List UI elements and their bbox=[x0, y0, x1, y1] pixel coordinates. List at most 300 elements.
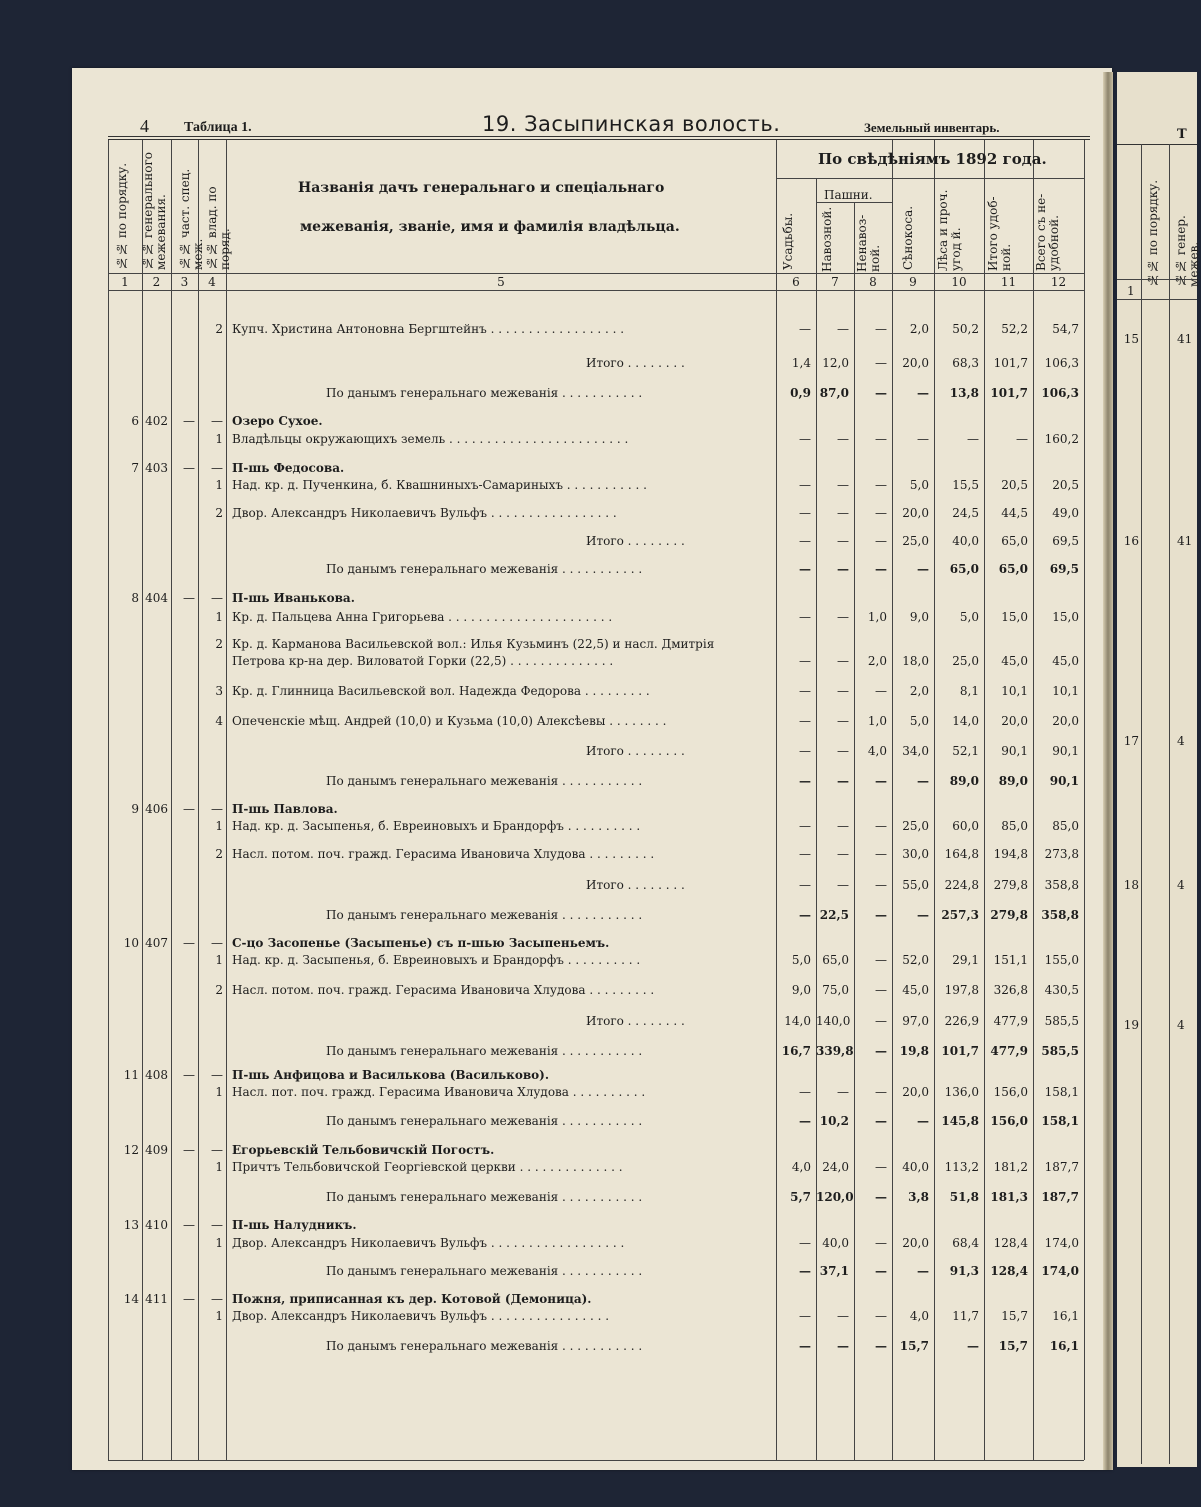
row-value: 24,5 bbox=[952, 506, 979, 520]
row-value: 2,0 bbox=[867, 654, 887, 668]
row-value: 20,0 bbox=[902, 1085, 929, 1099]
row-value: 90,1 bbox=[1052, 744, 1079, 758]
row-value: — bbox=[837, 478, 849, 492]
column-number: 4 bbox=[208, 275, 216, 289]
table-row bbox=[72, 819, 1112, 835]
row-n4: 2 bbox=[215, 506, 223, 520]
row-value: 2,0 bbox=[909, 684, 929, 698]
table-row bbox=[72, 591, 1112, 607]
column-number: 6 bbox=[792, 275, 800, 289]
row-n3: — bbox=[183, 414, 195, 428]
table-row bbox=[72, 637, 1112, 653]
section-title: Земельный инвентарь. bbox=[864, 120, 1000, 135]
table-row bbox=[72, 432, 1112, 448]
col-header-special-survey: №№ част. спец. меж. bbox=[178, 168, 205, 270]
row-value: — bbox=[799, 322, 811, 336]
row-value: — bbox=[875, 1236, 887, 1250]
next-row-general: 4 bbox=[1177, 878, 1185, 892]
row-value: — bbox=[917, 432, 929, 446]
row-value: — bbox=[917, 1264, 929, 1278]
table-row bbox=[72, 534, 1112, 550]
row-n3: — bbox=[183, 591, 195, 605]
row-n4: 2 bbox=[215, 983, 223, 997]
row-n4: — bbox=[211, 936, 223, 950]
row-n4: 2 bbox=[215, 637, 223, 651]
row-value: 20,0 bbox=[902, 506, 929, 520]
row-value: — bbox=[875, 322, 887, 336]
row-value: — bbox=[875, 953, 887, 967]
row-n3: — bbox=[183, 936, 195, 950]
row-owner-name: Над. кр. д. Пученкина, б. Квашниныхъ-Самариныхъ . . . . . . . . . . . bbox=[232, 478, 647, 492]
row-value: 101,7 bbox=[993, 356, 1028, 370]
table-row bbox=[72, 714, 1112, 730]
column-rule bbox=[984, 140, 985, 1460]
table-row bbox=[72, 1218, 1112, 1234]
row-owner-name: По данымъ генеральнаго межеванія . . . . . . . . . . . bbox=[326, 1190, 643, 1204]
row-owner-name: Двор. Александръ Николаевичъ Вульфъ . . . . . . . . . . . . . . . . . . bbox=[232, 1236, 625, 1250]
row-value: — bbox=[917, 386, 929, 400]
column-number: 2 bbox=[152, 275, 161, 289]
row-value: 34,0 bbox=[902, 744, 929, 758]
row-n4: 2 bbox=[215, 322, 223, 336]
row-value: 155,0 bbox=[1044, 953, 1079, 967]
row-value: 326,8 bbox=[993, 983, 1028, 997]
row-value: — bbox=[799, 684, 811, 698]
row-owner-name: Насл. пот. поч. гражд. Герасима Ивановича Хлудова . . . . . . . . . . bbox=[232, 1085, 646, 1099]
row-value: — bbox=[799, 534, 811, 548]
row-value: 13,8 bbox=[949, 386, 979, 400]
row-n2: 407 bbox=[145, 936, 168, 950]
col-header-name-line2: межеванія, званіе, имя и фамилія владѣльца. bbox=[300, 219, 680, 235]
table-row bbox=[72, 1044, 1112, 1060]
row-value: 15,5 bbox=[952, 478, 979, 492]
row-value: 1,4 bbox=[791, 356, 811, 370]
row-owner-name: Купч. Христина Антоновна Бергштейнъ . . . . . . . . . . . . . . . . . . bbox=[232, 322, 625, 336]
row-value: 16,1 bbox=[1052, 1309, 1079, 1323]
row-value: — bbox=[799, 774, 811, 788]
next-row-number: 19 bbox=[1123, 1018, 1139, 1032]
row-value: 10,1 bbox=[1001, 684, 1028, 698]
table-row bbox=[72, 1114, 1112, 1130]
row-value: 50,2 bbox=[952, 322, 979, 336]
row-value: 85,0 bbox=[1001, 819, 1028, 833]
table-row bbox=[72, 414, 1112, 430]
row-value: — bbox=[875, 1085, 887, 1099]
row-value: — bbox=[875, 1114, 887, 1128]
column-number: 9 bbox=[909, 275, 917, 289]
row-value: 279,8 bbox=[990, 908, 1028, 922]
table-row bbox=[72, 908, 1112, 924]
table-row bbox=[72, 610, 1112, 626]
row-n4: 2 bbox=[215, 847, 223, 861]
row-owner-name: Насл. потом. поч. гражд. Герасима Ивановича Хлудова . . . . . . . . . bbox=[232, 983, 655, 997]
row-n3: — bbox=[183, 1143, 195, 1157]
scanned-page bbox=[72, 68, 1112, 1470]
row-value: — bbox=[875, 1160, 887, 1174]
row-value: 40,0 bbox=[952, 534, 979, 548]
row-value: 113,2 bbox=[944, 1160, 979, 1174]
column-rule bbox=[226, 140, 227, 1460]
row-owner-name: По данымъ генеральнаго межеванія . . . . . . . . . . . bbox=[326, 1114, 643, 1128]
next-page-edge bbox=[1117, 72, 1201, 1467]
row-value: 197,8 bbox=[944, 983, 979, 997]
row-value: — bbox=[837, 878, 849, 892]
row-n3: — bbox=[183, 1292, 195, 1306]
row-value: 65,0 bbox=[949, 562, 979, 576]
next-row-general: 4 bbox=[1177, 1018, 1185, 1032]
row-estate-title: П-шь Павлова. bbox=[232, 802, 338, 816]
row-value: — bbox=[799, 878, 811, 892]
row-n2: 408 bbox=[145, 1068, 168, 1082]
row-value: 4,0 bbox=[791, 1160, 811, 1174]
row-value: — bbox=[875, 819, 887, 833]
row-value: — bbox=[875, 983, 887, 997]
table-row bbox=[72, 1339, 1112, 1355]
row-value: 65,0 bbox=[998, 562, 1028, 576]
row-value: 20,0 bbox=[902, 1236, 929, 1250]
row-value: 273,8 bbox=[1044, 847, 1079, 861]
row-value: 52,2 bbox=[1001, 322, 1028, 336]
column-rule bbox=[892, 140, 893, 1460]
row-value: — bbox=[837, 1309, 849, 1323]
row-owner-name: По данымъ генеральнаго межеванія . . . . . . . . . . . bbox=[326, 1264, 643, 1278]
row-value: — bbox=[875, 356, 887, 370]
row-value: — bbox=[875, 506, 887, 520]
next-col-header-general: №№ генер. межев. bbox=[1174, 215, 1201, 287]
row-value: — bbox=[837, 562, 849, 576]
column-number: 1 bbox=[121, 275, 129, 289]
row-value: 75,0 bbox=[822, 983, 849, 997]
row-value: — bbox=[875, 774, 887, 788]
row-value: 45,0 bbox=[1052, 654, 1079, 668]
row-value: 585,5 bbox=[1041, 1044, 1079, 1058]
row-n1: 8 bbox=[131, 591, 139, 605]
row-value: 5,0 bbox=[909, 714, 929, 728]
next-row-number: 15 bbox=[1123, 332, 1139, 346]
row-n4: — bbox=[211, 461, 223, 475]
row-estate-title: Егорьевскій Тельбовичскій Погостъ. bbox=[232, 1143, 495, 1157]
row-value: — bbox=[799, 1264, 811, 1278]
row-n1: 12 bbox=[123, 1143, 139, 1157]
row-value: 89,0 bbox=[998, 774, 1028, 788]
row-owner-name: По данымъ генеральнаго межеванія . . . . . . . . . . . bbox=[326, 1339, 643, 1353]
row-value: — bbox=[875, 1264, 887, 1278]
row-value: 20,0 bbox=[1052, 714, 1079, 728]
row-n4: 3 bbox=[215, 684, 223, 698]
row-value: — bbox=[799, 744, 811, 758]
row-n4: 1 bbox=[215, 432, 223, 446]
table-row bbox=[72, 1160, 1112, 1176]
row-value: 10,1 bbox=[1052, 684, 1079, 698]
col-header-order-number: №№ по порядку. bbox=[115, 162, 129, 270]
col-header-general-survey: №№ генерального межевания. bbox=[141, 151, 168, 270]
row-value: — bbox=[1016, 432, 1028, 446]
col-header-forest: Лѣса и проч. угод й. bbox=[936, 189, 963, 271]
row-value: 40,0 bbox=[822, 1236, 849, 1250]
row-value: 136,0 bbox=[944, 1085, 979, 1099]
row-value: 15,7 bbox=[1001, 1309, 1028, 1323]
table-row bbox=[72, 983, 1112, 999]
row-value: 14,0 bbox=[784, 1014, 811, 1028]
row-n1: 9 bbox=[131, 802, 139, 816]
table-row bbox=[72, 1264, 1112, 1280]
row-value: — bbox=[875, 1014, 887, 1028]
row-value: — bbox=[837, 847, 849, 861]
row-n4: 1 bbox=[215, 1160, 223, 1174]
row-n2: 411 bbox=[145, 1292, 168, 1306]
row-estate-title: Пожня, приписанная къ дер. Котовой (Демоница). bbox=[232, 1292, 592, 1306]
number-row-rule bbox=[108, 290, 1084, 291]
row-value: 477,9 bbox=[990, 1044, 1028, 1058]
row-value: 156,0 bbox=[993, 1085, 1028, 1099]
col-header-arable: Пашни. bbox=[824, 188, 873, 202]
row-owner-name: По данымъ генеральнаго межеванія . . . . . . . . . . . bbox=[326, 908, 643, 922]
row-value: 91,3 bbox=[949, 1264, 979, 1278]
row-value: 4,0 bbox=[867, 744, 887, 758]
next-row-number: 17 bbox=[1123, 734, 1139, 748]
row-value: 1,0 bbox=[867, 714, 887, 728]
row-value: — bbox=[799, 562, 811, 576]
row-owner-name: Причтъ Тельбовичской Георгіевской церкви . . . . . . . . . . . . . . bbox=[232, 1160, 623, 1174]
row-value: — bbox=[875, 878, 887, 892]
row-value: 15,7 bbox=[899, 1339, 929, 1353]
row-value: 22,5 bbox=[819, 908, 849, 922]
column-number: 5 bbox=[497, 275, 505, 289]
row-n3: — bbox=[183, 1068, 195, 1082]
table-row bbox=[72, 936, 1112, 952]
table-row bbox=[72, 847, 1112, 863]
row-n4: — bbox=[211, 802, 223, 816]
row-value: — bbox=[917, 1114, 929, 1128]
next-row-number: 16 bbox=[1123, 534, 1139, 548]
row-value: — bbox=[799, 1339, 811, 1353]
table-row bbox=[72, 1190, 1112, 1206]
row-value: — bbox=[875, 562, 887, 576]
table-row bbox=[72, 953, 1112, 969]
row-owner-name: Над. кр. д. Засыпенья, б. Евреиновыхъ и Брандорфъ . . . . . . . . . . bbox=[232, 953, 641, 967]
row-n1: 11 bbox=[123, 1068, 139, 1082]
row-value: 160,2 bbox=[1044, 432, 1079, 446]
next-col-header-order: №№ по порядку. bbox=[1146, 179, 1160, 287]
column-number: 10 bbox=[951, 275, 967, 289]
row-n2: 403 bbox=[145, 461, 168, 475]
table-row bbox=[72, 461, 1112, 477]
row-value: 181,3 bbox=[990, 1190, 1028, 1204]
arable-rule bbox=[816, 202, 892, 203]
row-value: 52,0 bbox=[902, 953, 929, 967]
row-value: — bbox=[799, 714, 811, 728]
row-value: 257,3 bbox=[941, 908, 979, 922]
row-value: — bbox=[875, 1044, 887, 1058]
row-n1: 10 bbox=[123, 936, 139, 950]
row-value: 11,7 bbox=[952, 1309, 979, 1323]
col-header-homestead: Усадьбы. bbox=[781, 212, 795, 270]
row-value: — bbox=[875, 1309, 887, 1323]
next-row-general: 4 bbox=[1177, 734, 1185, 748]
table-row bbox=[72, 356, 1112, 372]
row-value: 1,0 bbox=[867, 610, 887, 624]
row-value: — bbox=[799, 1114, 811, 1128]
row-value: — bbox=[837, 1085, 849, 1099]
row-value: 101,7 bbox=[990, 386, 1028, 400]
row-n4: — bbox=[211, 591, 223, 605]
row-value: — bbox=[875, 1339, 887, 1353]
col-header-grand-total: Всего съ не- удобной. bbox=[1034, 193, 1061, 271]
row-value: — bbox=[799, 506, 811, 520]
row-value: 90,1 bbox=[1001, 744, 1028, 758]
row-value: 187,7 bbox=[1044, 1160, 1079, 1174]
row-owner-name: Кр. д. Карманова Васильевской вол.: Илья Кузьминъ (22,5) и насл. Дмитрія bbox=[232, 637, 715, 651]
row-value: — bbox=[917, 908, 929, 922]
row-value: — bbox=[799, 1085, 811, 1099]
row-value: 181,2 bbox=[993, 1160, 1028, 1174]
row-n4: 1 bbox=[215, 1236, 223, 1250]
row-value: 55,0 bbox=[902, 878, 929, 892]
table-row bbox=[72, 506, 1112, 522]
row-value: — bbox=[967, 432, 979, 446]
row-value: 279,8 bbox=[993, 878, 1028, 892]
row-value: 85,0 bbox=[1052, 819, 1079, 833]
row-value: 25,0 bbox=[902, 819, 929, 833]
row-owner-name: Кр. д. Пальцева Анна Григорьева . . . . . . . . . . . . . . . . . . . . . . bbox=[232, 610, 613, 624]
page-number: 4 bbox=[140, 116, 149, 136]
row-value: 15,7 bbox=[998, 1339, 1028, 1353]
row-value: — bbox=[799, 908, 811, 922]
col-header-usable-total: Итого удоб- ной. bbox=[986, 196, 1013, 271]
row-value: 69,5 bbox=[1052, 534, 1079, 548]
row-value: 15,0 bbox=[1001, 610, 1028, 624]
row-owner-name: По данымъ генеральнаго межеванія . . . . . . . . . . . bbox=[326, 774, 643, 788]
row-owner-name: Петрова кр-на дер. Виловатой Горки (22,5) . . . . . . . . . . . . . . bbox=[232, 654, 614, 668]
row-owner-name: Итого . . . . . . . . bbox=[586, 356, 685, 370]
row-value: 120,0 bbox=[816, 1190, 854, 1204]
table-row bbox=[72, 322, 1112, 338]
row-value: — bbox=[837, 322, 849, 336]
row-value: 477,9 bbox=[993, 1014, 1028, 1028]
row-value: 158,1 bbox=[1041, 1114, 1079, 1128]
row-value: — bbox=[799, 1309, 811, 1323]
row-n2: 402 bbox=[145, 414, 168, 428]
row-owner-name: Двор. Александръ Николаевичъ Вульфъ . . . . . . . . . . . . . . . . bbox=[232, 1309, 610, 1323]
row-value: 5,7 bbox=[790, 1190, 811, 1204]
row-value: 140,0 bbox=[816, 1014, 851, 1028]
row-value: 16,1 bbox=[1049, 1339, 1079, 1353]
column-rule bbox=[1084, 140, 1085, 1460]
row-owner-name: Итого . . . . . . . . bbox=[586, 878, 685, 892]
row-value: 174,0 bbox=[1041, 1264, 1079, 1278]
row-value: 52,1 bbox=[952, 744, 979, 758]
row-value: 51,8 bbox=[949, 1190, 979, 1204]
row-value: 18,0 bbox=[902, 654, 929, 668]
row-value: — bbox=[837, 610, 849, 624]
col-header-name-line1: Названія дачъ генеральнаго и спеціальнаго bbox=[298, 180, 665, 196]
row-value: 174,0 bbox=[1044, 1236, 1079, 1250]
table-row bbox=[72, 1014, 1112, 1030]
row-value: 164,8 bbox=[944, 847, 979, 861]
row-value: 65,0 bbox=[822, 953, 849, 967]
header-bottom-rule bbox=[108, 273, 1084, 274]
row-value: 97,0 bbox=[902, 1014, 929, 1028]
row-value: 20,0 bbox=[1001, 714, 1028, 728]
row-value: 145,8 bbox=[941, 1114, 979, 1128]
row-n4: — bbox=[211, 1292, 223, 1306]
row-n4: 1 bbox=[215, 610, 223, 624]
header-rule-2 bbox=[108, 139, 1090, 140]
row-value: — bbox=[799, 819, 811, 833]
row-n4: 1 bbox=[215, 953, 223, 967]
column-number: 8 bbox=[869, 275, 877, 289]
column-rule bbox=[816, 178, 817, 273]
table-row bbox=[72, 774, 1112, 790]
table-row bbox=[72, 1292, 1112, 1308]
row-estate-title: П-шь Федосова. bbox=[232, 461, 345, 475]
row-value: 24,0 bbox=[822, 1160, 849, 1174]
row-value: 187,7 bbox=[1041, 1190, 1079, 1204]
table-label: Таблица 1. bbox=[184, 120, 252, 135]
table-row bbox=[72, 1236, 1112, 1252]
row-value: 4,0 bbox=[909, 1309, 929, 1323]
row-n1: 6 bbox=[131, 414, 139, 428]
row-value: 30,0 bbox=[902, 847, 929, 861]
table-row bbox=[72, 684, 1112, 700]
col-header-owner-number: №№ влад. по поряд. bbox=[205, 186, 232, 270]
row-value: 49,0 bbox=[1052, 506, 1079, 520]
row-estate-title: С-цо Засопенье (Засыпенье) съ п-шью Засыпеньемъ. bbox=[232, 936, 610, 950]
col-header-hayfield: Сѣнокоса. bbox=[901, 205, 915, 270]
row-value: 158,1 bbox=[1044, 1085, 1079, 1099]
row-value: 8,1 bbox=[959, 684, 979, 698]
row-value: 45,0 bbox=[902, 983, 929, 997]
row-value: 0,9 bbox=[790, 386, 811, 400]
row-value: 5,0 bbox=[791, 953, 811, 967]
row-n2: 404 bbox=[145, 591, 168, 605]
column-rule bbox=[198, 140, 199, 1460]
col-header-group: По свѣдѣніямъ 1892 года. bbox=[818, 150, 1047, 168]
row-n4: 1 bbox=[215, 1309, 223, 1323]
row-value: — bbox=[875, 847, 887, 861]
row-value: — bbox=[875, 684, 887, 698]
row-owner-name: Владѣльцы окружающихъ земель . . . . . . . . . . . . . . . . . . . . . . . . bbox=[232, 432, 629, 446]
column-rule bbox=[171, 140, 172, 1460]
row-value: — bbox=[799, 478, 811, 492]
row-n1: 13 bbox=[123, 1218, 139, 1232]
row-estate-title: П-шь Иванькова. bbox=[232, 591, 355, 605]
row-estate-title: П-шь Анфицова и Василькова (Васильково). bbox=[232, 1068, 550, 1082]
column-number: 12 bbox=[1050, 275, 1067, 289]
row-value: 68,3 bbox=[952, 356, 979, 370]
row-value: 2,0 bbox=[909, 322, 929, 336]
page-title: 19. Засыпинская волость. bbox=[482, 112, 781, 136]
row-value: 5,0 bbox=[909, 478, 929, 492]
row-value: 430,5 bbox=[1044, 983, 1079, 997]
row-value: — bbox=[837, 1339, 849, 1353]
row-value: 12,0 bbox=[822, 356, 849, 370]
column-number: 7 bbox=[831, 275, 839, 289]
row-n1: 14 bbox=[123, 1292, 139, 1306]
row-value: — bbox=[875, 534, 887, 548]
row-value: 40,0 bbox=[902, 1160, 929, 1174]
row-value: — bbox=[875, 908, 887, 922]
row-value: — bbox=[917, 774, 929, 788]
row-value: — bbox=[799, 654, 811, 668]
table-row bbox=[72, 386, 1112, 402]
row-value: 16,7 bbox=[781, 1044, 811, 1058]
row-owner-name: По данымъ генеральнаго межеванія . . . . . . . . . . . bbox=[326, 1044, 643, 1058]
column-rule bbox=[934, 140, 935, 1460]
row-estate-title: Озеро Сухое. bbox=[232, 414, 323, 428]
row-value: 194,8 bbox=[993, 847, 1028, 861]
row-value: — bbox=[875, 478, 887, 492]
